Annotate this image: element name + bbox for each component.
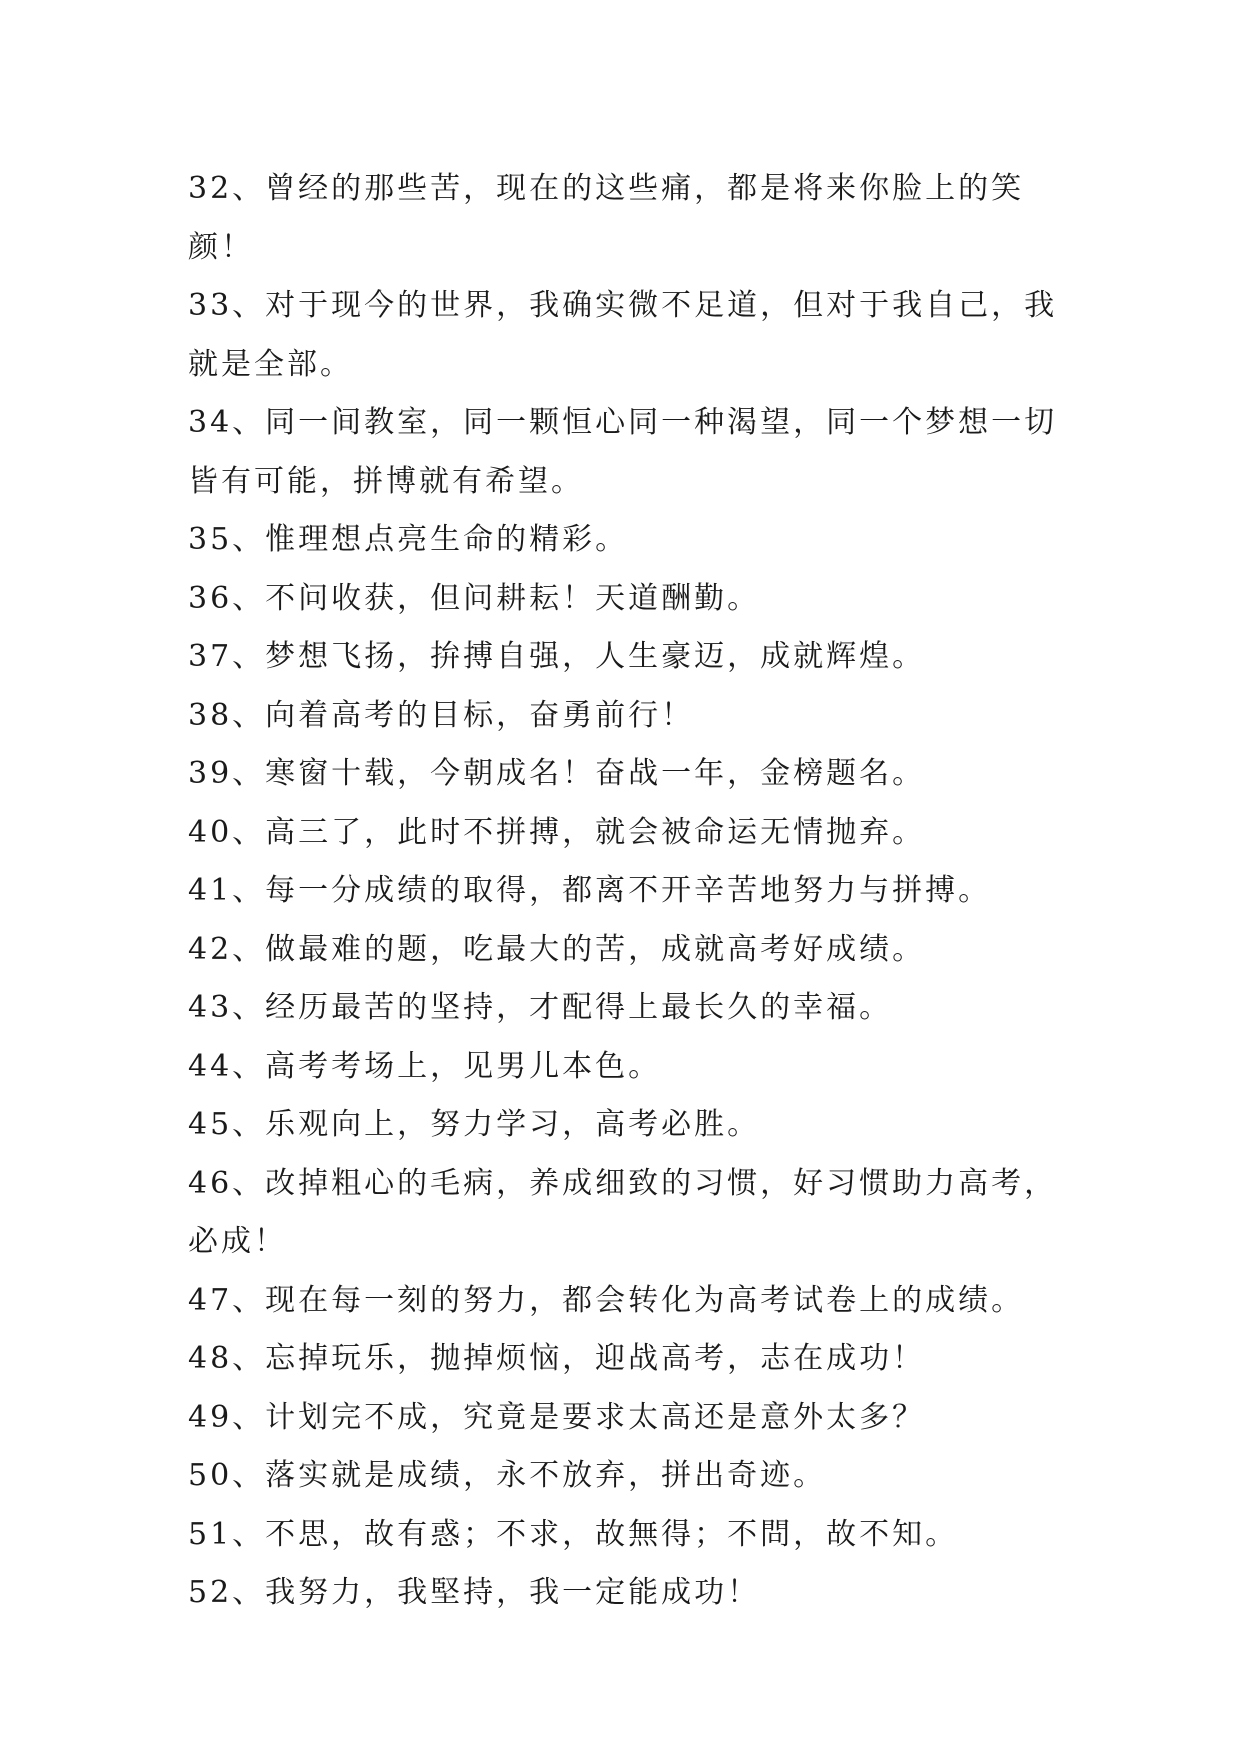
list-item: 49、计划完不成，究竟是要求太高还是意外太多？	[188, 1399, 926, 1435]
list-item: 51、不思，故有惑；不求，故無得；不問，故不知。	[188, 1516, 959, 1552]
list-item: 43、经历最苦的坚持，才配得上最长久的幸福。	[188, 990, 893, 1025]
list-item: 42、做最难的题，吃最大的苦，成就高考好成绩。	[188, 931, 926, 967]
list-item: 35、惟理想点亮生命的精彩。	[188, 522, 629, 557]
list-item: 50、落实就是成绩，永不放弃，拼出奇迹。	[188, 1458, 827, 1493]
list-item: 47、现在每一刻的努力，都会转化为高考试卷上的成绩。	[188, 1282, 1025, 1318]
list-item: 48、忘掉玩乐，抛掉烦恼，迎战高考，志在成功！	[188, 1341, 926, 1376]
list-item: 32、曾经的那些苦，现在的这些痛，都是将来你脸上的笑颜！	[188, 171, 1025, 265]
list-item: 38、向着高考的目标，奋勇前行！	[188, 697, 695, 733]
list-item: 39、寒窗十载，今朝成名！奋战一年，金榜题名。	[188, 756, 926, 791]
list-item: 46、改掉粗心的毛病，养成细致的习惯，好习惯助力高考，必成！	[188, 1165, 1058, 1259]
list-item: 52、我努力，我堅持，我一定能成功！	[188, 1575, 761, 1610]
list-item: 44、高考考场上，见男儿本色。	[188, 1048, 662, 1084]
list-item: 45、乐观向上，努力学习，高考必胜。	[188, 1107, 761, 1142]
list-item: 36、不问收获，但问耕耘！天道酬勤。	[188, 580, 761, 616]
list-item: 34、同一间教室，同一颗恒心同一种渴望，同一个梦想一切皆有可能，拼博就有希望。	[188, 405, 1058, 499]
quote-list	[188, 160, 1068, 1623]
list-item: 33、对于现今的世界，我确实微不足道，但对于我自己，我就是全部。	[188, 288, 1058, 382]
list-item: 40、高三了，此时不拼搏，就会被命运无情抛弃。	[188, 814, 926, 850]
list-item: 37、梦想飞扬，拚搏自强，人生豪迈，成就辉煌。	[188, 639, 926, 674]
list-item: 41、每一分成绩的取得，都离不开辛苦地努力与拼搏。	[188, 873, 992, 908]
